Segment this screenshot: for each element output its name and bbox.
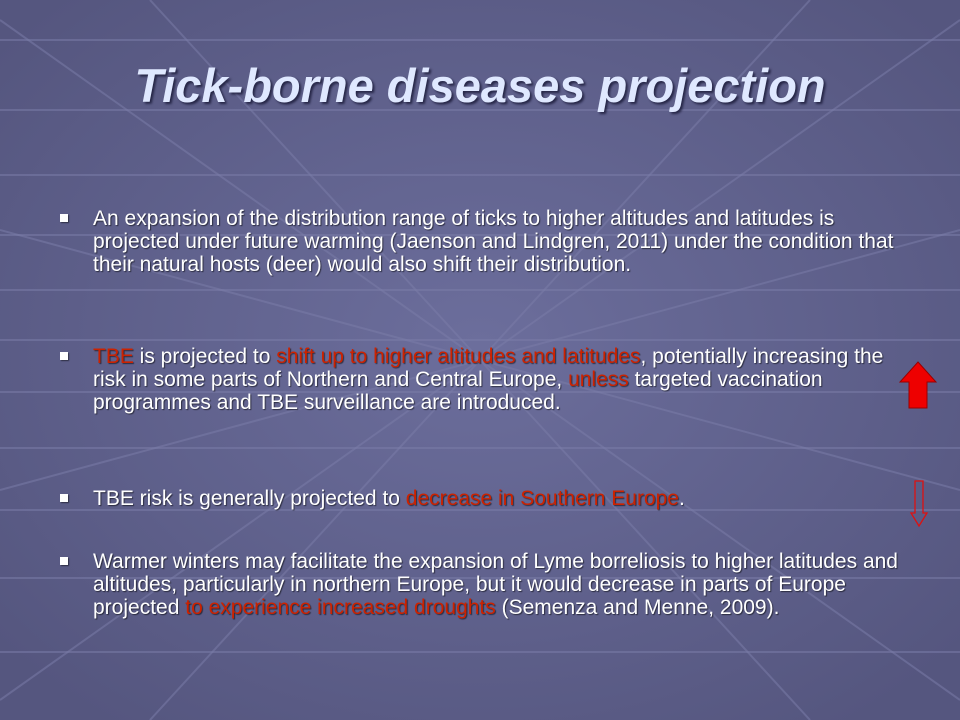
bullet-item	[60, 550, 900, 619]
highlight-text: unless	[568, 368, 629, 391]
bullet-marker	[60, 214, 68, 222]
bullet-text: Warmer winters may facilitate the expansion of Lyme borreliosis to higher latitudes and altitudes, particularly in northern Europe, but it would decrease in parts of Europe projected to experience increased droughts (Semenza and Menne, 2009).	[93, 550, 898, 619]
highlight-text: to experience increased droughts	[185, 596, 496, 619]
bullet-item	[60, 487, 900, 510]
bullet-marker	[60, 557, 68, 565]
bullet-item	[60, 207, 900, 276]
bullet-marker	[60, 352, 68, 360]
bullet-text: TBE is projected to shift up to higher altitudes and latitudes, potentially increasing the risk in some parts of Northern and Central Europe, unless targeted vaccination programmes and TBE surveillance are introduced.	[93, 345, 884, 414]
bullet-text: TBE risk is generally projected to decrease in Southern Europe.	[93, 487, 685, 510]
bullet-marker	[60, 494, 68, 502]
bullet-item	[60, 345, 900, 414]
bullet-text: An expansion of the distribution range of ticks to higher altitudes and latitudes is projected under future warming (Jaenson and Lindgren, 2011) under the condition that their natural hosts (deer) would also shift their distribution.	[93, 207, 894, 276]
arrow-up-icon	[898, 360, 938, 410]
highlight-text: shift up to higher altitudes and latitudes	[276, 345, 641, 368]
highlight-text: TBE	[93, 345, 134, 368]
arrow-down-icon	[909, 479, 929, 529]
slide-title: Tick-borne diseases projection	[134, 59, 826, 112]
highlight-text: decrease in Southern Europe	[405, 487, 679, 510]
